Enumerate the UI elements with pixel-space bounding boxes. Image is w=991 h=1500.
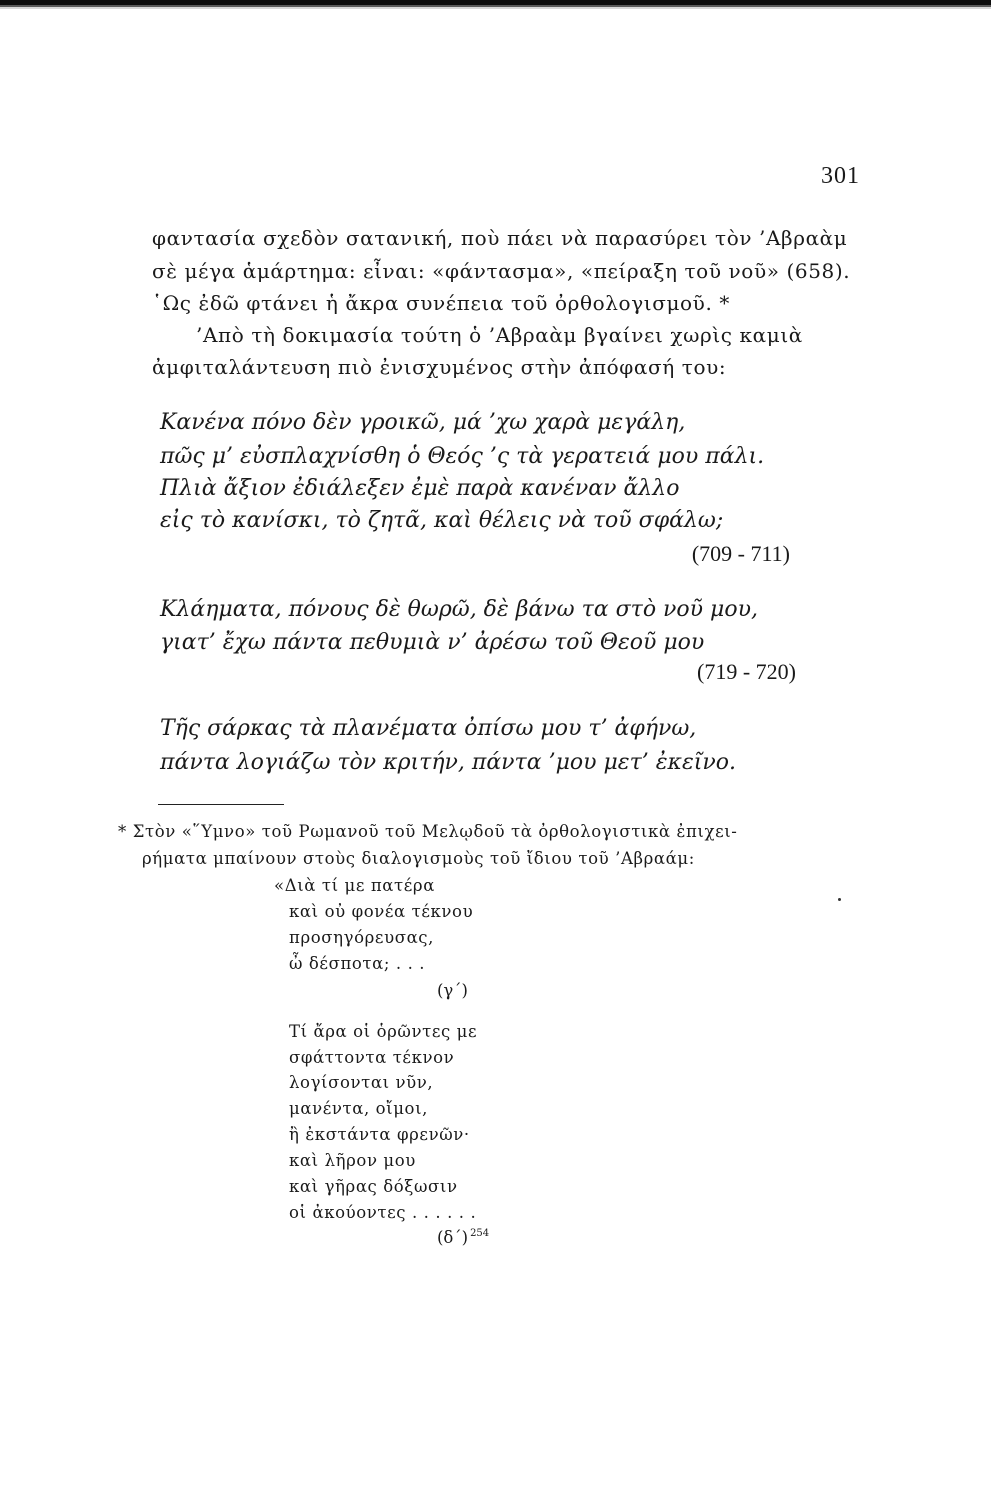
hymn-line: προσηγόρευσας, <box>289 928 434 947</box>
verse-line: Πλιὰ ἄξιον ἐδιάλεξεν ἐμὲ παρὰ κανέναν ἄλλο <box>160 476 680 501</box>
body-line: σὲ μέγα ἁμάρτημα: εἶναι: «φάντασμα», «πείραξη τοῦ νοῦ» (658). <box>152 259 851 283</box>
verse-line: Τῆς σάρκας τὰ πλανέματα ὀπίσω μου τ’ ἀφήνω, <box>160 716 697 741</box>
verse-line: γιατ’ ἔχω πάντα πεθυμιὰ ν’ ἀρέσω τοῦ Θεοῦ μου <box>160 630 705 655</box>
hymn-line: ἢ ἐκστάντα φρενῶν· <box>289 1125 470 1144</box>
note-number: 254 <box>470 1228 490 1239</box>
hymn-line: καὶ οὐ φονέα τέκνου <box>289 902 474 921</box>
hymn-line: μανέντα, οἴμοι, <box>289 1099 429 1118</box>
hymn-line: λογίσονται νῦν, <box>289 1073 434 1092</box>
verse-line: Κλάηματα, πόνους δὲ θωρῶ, δὲ βάνω τα στὸ νοῦ μου, <box>160 597 758 622</box>
verse-reference: (709 - 711) <box>691 541 790 566</box>
stanza-reference-label: (δ΄) <box>437 1228 469 1247</box>
scan-speck <box>838 898 841 901</box>
verse-line: πάντα λογιάζω τὸν κριτήν, πάντα ’μου μετ’ ἐκεῖνο. <box>160 750 737 775</box>
body-line: φαντασία σχεδὸν σατανική, ποὺ πάει νὰ παρασύρει τὸν ’Αβραὰμ <box>152 226 848 250</box>
hymn-line: οἱ ἀκούοντες . . . . . . <box>289 1203 477 1222</box>
hymn-line: Τί ἄρα οἱ ὁρῶντες με <box>289 1022 478 1041</box>
scan-top-edge <box>0 0 991 9</box>
footnote-line: ρήματα μπαίνουν στοὺς διαλογισμοὺς τοῦ ἴδιου τοῦ ’Αβραάμ: <box>142 849 695 868</box>
footnote-divider <box>158 804 284 805</box>
body-line: ’Απὸ τὴ δοκιμασία τούτη ὁ ’Αβραὰμ βγαίνει χωρὶς καμιὰ <box>196 323 803 347</box>
body-line: ἀμφιταλάντευση πιὸ ἐνισχυμένος στὴν ἀπόφασή του: <box>152 355 727 379</box>
hymn-line: καὶ λῆρον μου <box>289 1151 416 1170</box>
verse-line: Κανένα πόνο δὲν γροικῶ, μά ’χω χαρὰ μεγάλη, <box>160 410 686 435</box>
stanza-reference: (γ΄) <box>437 981 468 1000</box>
stanza-reference <box>437 1228 489 1247</box>
verse-line: πῶς μ’ εὐσπλαχνίσθη ὁ Θεός ’ς τὰ γερατειά μου πάλι. <box>160 444 765 469</box>
hymn-line: «Διὰ τί με πατέρα <box>274 876 435 895</box>
verse-reference: (719 - 720) <box>697 659 796 684</box>
footnote-line: * Στὸν «῞Υμνο» τοῦ Ρωμανοῦ τοῦ Μελῳδοῦ τὰ ὀρθολογιστικὰ ἐπιχει- <box>118 822 738 841</box>
hymn-line: ὦ δέσποτα; . . . <box>289 954 426 973</box>
page-number: 301 <box>821 163 860 189</box>
hymn-line: καὶ γῆρας δόξωσιν <box>289 1177 458 1196</box>
hymn-line: σφάττοντα τέκνον <box>289 1048 455 1067</box>
verse-line: εἰς τὸ κανίσκι, τὸ ζητᾶ, καὶ θέλεις νὰ τοῦ σφάλω; <box>160 508 724 533</box>
body-line: ῾Ως ἐδῶ φτάνει ἡ ἄκρα συνέπεια τοῦ ὀρθολογισμοῦ. * <box>152 291 730 315</box>
